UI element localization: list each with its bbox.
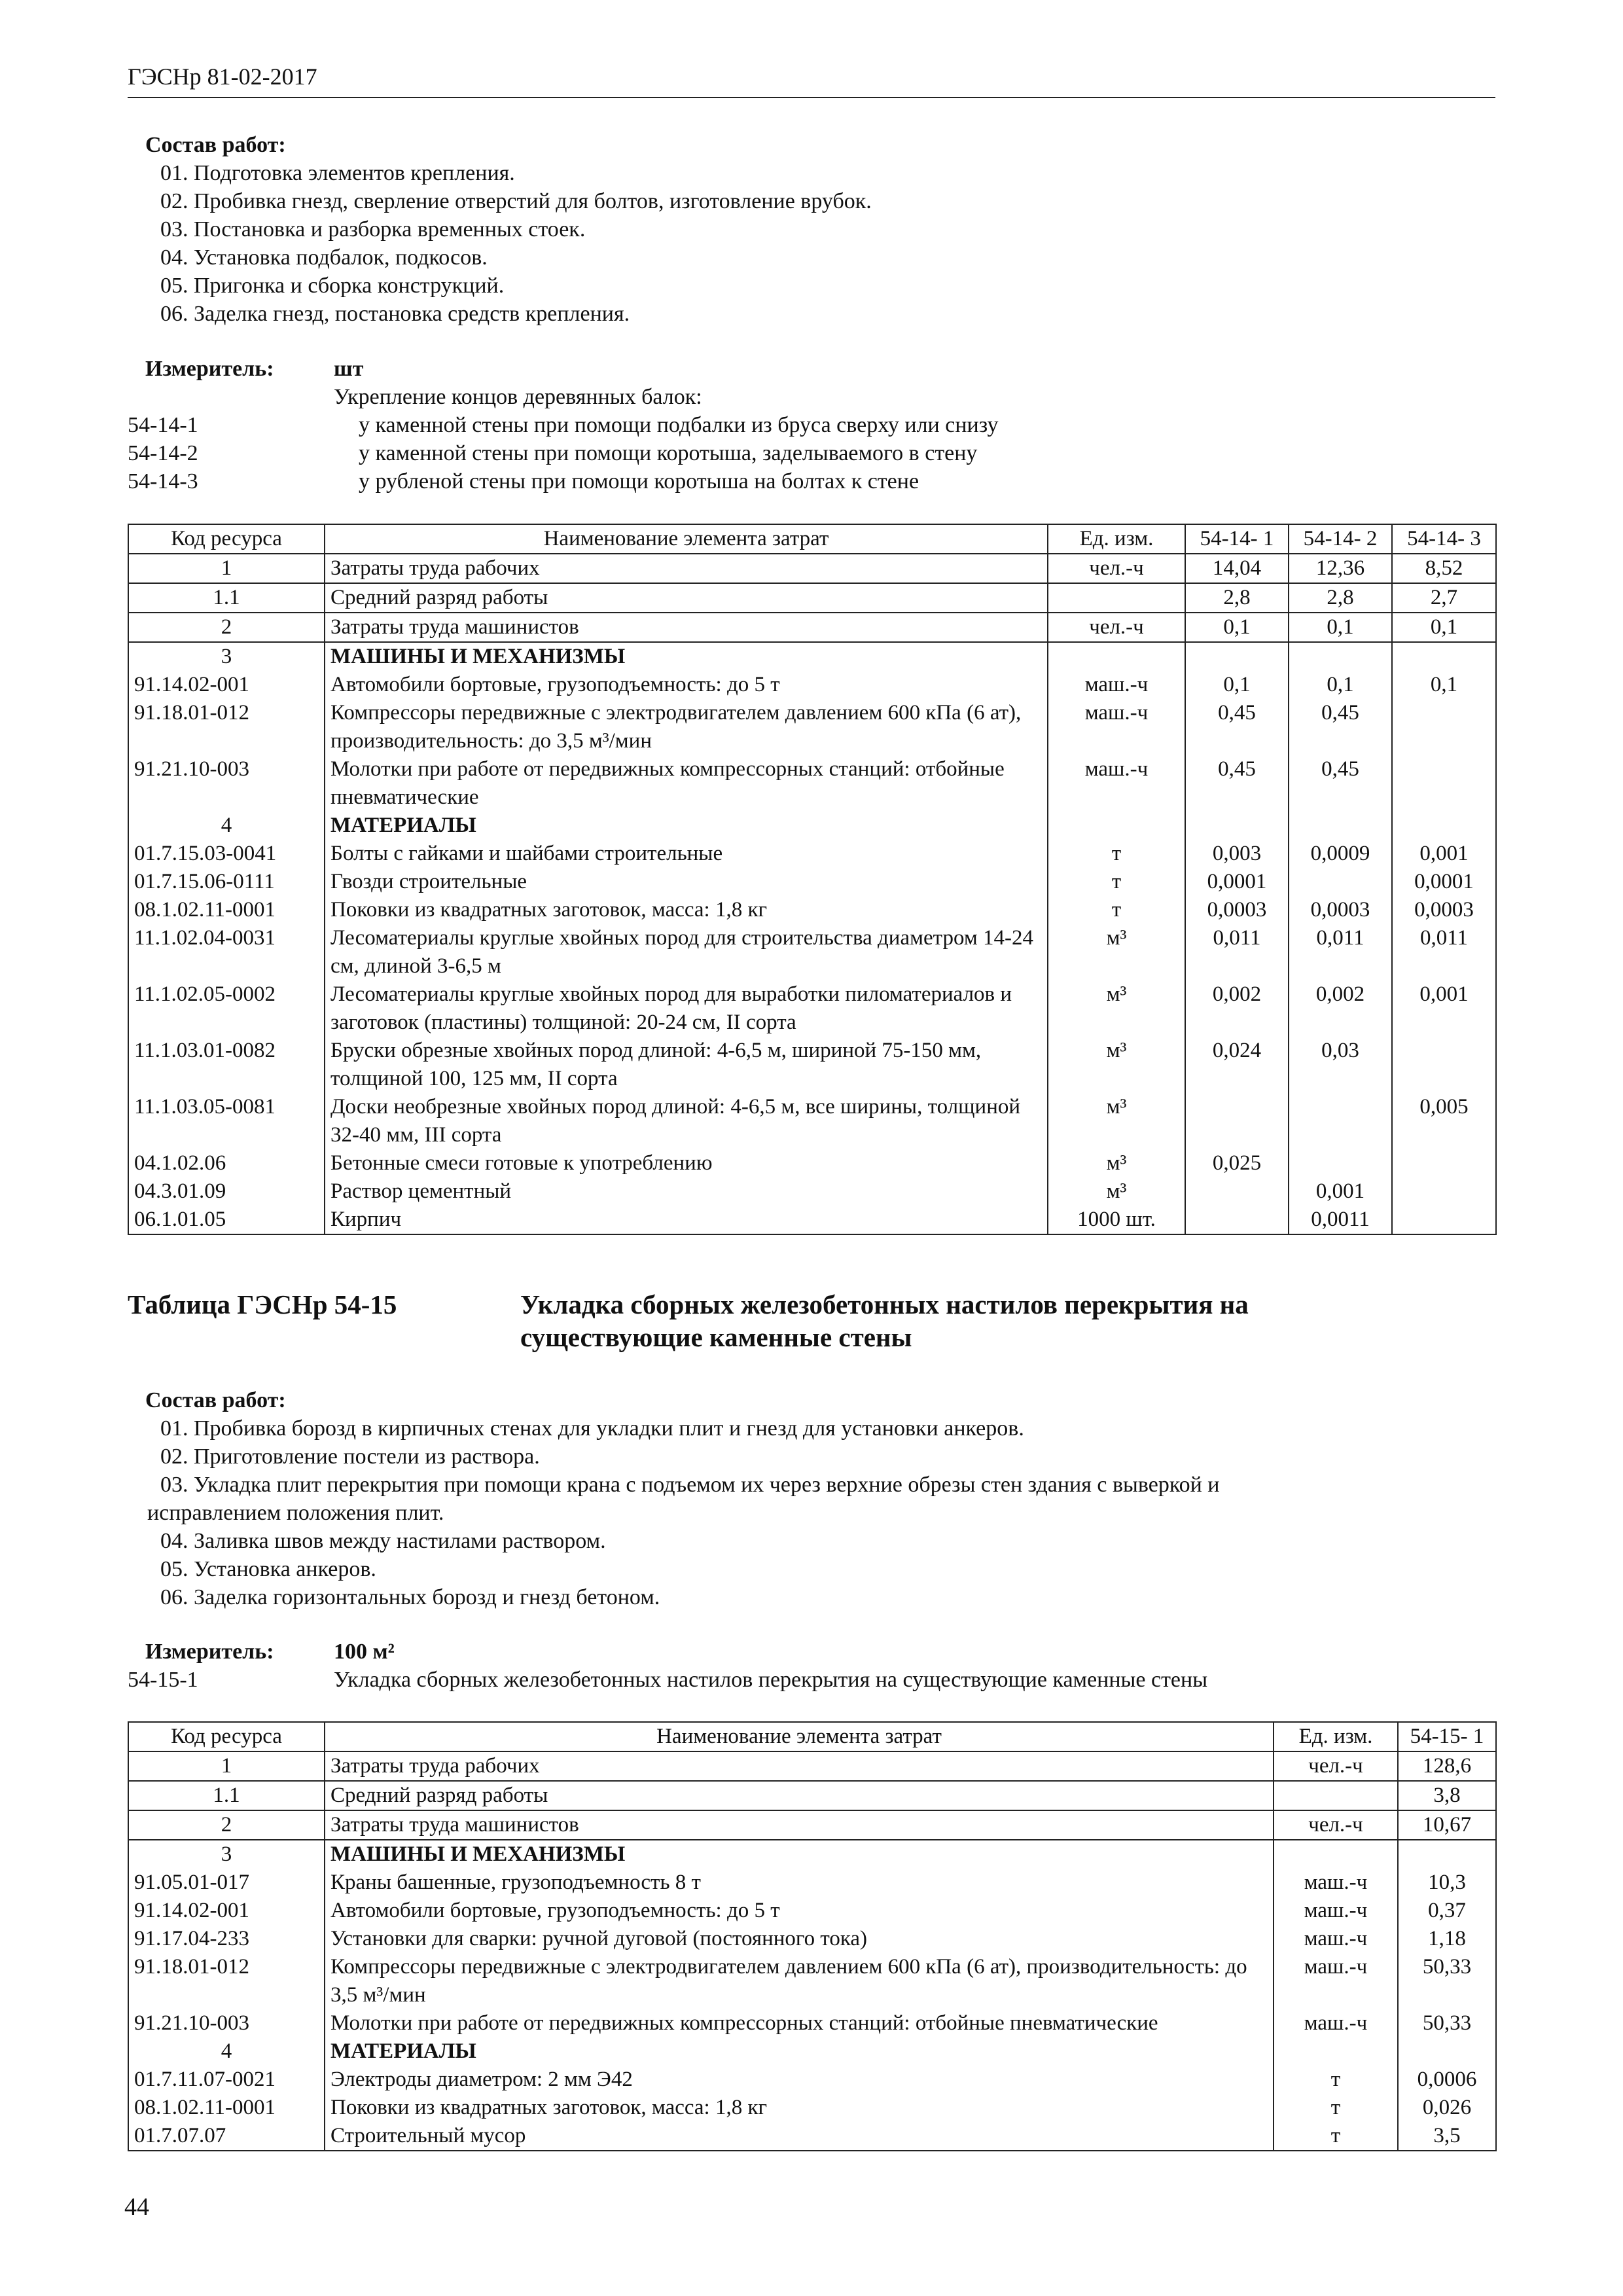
cost-element-name: Раствор цементный [325,1177,1048,1206]
resource-code: 08.1.02.11-0001 [128,896,325,924]
resource-code: 04.1.02.06 [128,1149,325,1177]
unit [1048,583,1185,613]
unit: чел.-ч [1048,554,1185,583]
value-cell [1185,812,1289,840]
resource-code: 1 [128,1751,325,1781]
resource-code: 11.1.02.04-0031 [128,924,325,980]
column-header: 54-15- 1 [1398,1722,1496,1751]
resource-code: 01.7.15.03-0041 [128,840,325,868]
value-cell: 0,1 [1289,613,1392,642]
resource-code: 91.18.01-012 [128,699,325,755]
cost-element-name: Бетонные смеси готовые к употреблению [325,1149,1048,1177]
work-item: 03. Укладка плит перекрытия при помощи крана с подъемом их через верхние обрезы стен здания с выверкой и [160,1473,1220,1497]
table-row [128,2066,1496,2094]
resource-code: 91.05.01-017 [128,1869,325,1897]
cost-element-name: Затраты труда машинистов [325,613,1048,642]
table-row [128,924,1496,980]
cost-element-name: Молотки при работе от передвижных компрессорных станций: отбойные пневматические [325,2009,1274,2037]
work-item: 01. Пробивка борозд в кирпичных стенах для укладки плит и гнезд для установки анкеров. [160,1416,1024,1441]
unit: 1000 шт. [1048,1206,1185,1234]
value-cell: 0,001 [1289,1177,1392,1206]
resource-code: 2 [128,613,325,642]
unit [1048,642,1185,671]
item-code: 54-14-2 [128,441,198,465]
header-rule [128,97,1495,98]
value-cell [1392,755,1496,812]
resource-code: 11.1.03.05-0081 [128,1093,325,1149]
cost-element-name: МАШИНЫ И МЕХАНИЗМЫ [325,1840,1274,1869]
table-row [128,868,1496,896]
cost-element-name: Автомобили бортовые, грузоподъемность: до 5 т [325,1897,1274,1925]
table-row [128,554,1496,583]
resource-code: 01.7.15.06-0111 [128,868,325,896]
item-code: 54-14-1 [128,413,198,437]
cost-element-name: Строительный мусор [325,2122,1274,2151]
resource-code: 01.7.11.07-0021 [128,2066,325,2094]
value-cell: 0,001 [1392,840,1496,868]
cost-element-name: Затраты труда машинистов [325,1810,1274,1840]
resource-code: 3 [128,642,325,671]
cost-element-name: Поковки из квадратных заготовок, масса: 1,8 кг [325,2094,1274,2122]
value-cell: 0,0003 [1392,896,1496,924]
value-cell [1289,642,1392,671]
value-cell: 0,45 [1289,699,1392,755]
column-header: Ед. изм. [1274,1722,1398,1751]
resource-code: 3 [128,1840,325,1869]
value-cell: 0,0003 [1289,896,1392,924]
column-header: Наименование элемента затрат [325,524,1048,554]
table-row [128,671,1496,699]
unit: т [1048,896,1185,924]
composition-title-2: Состав работ: [145,1388,286,1412]
work-item: 03. Постановка и разборка временных стоек. [160,217,586,242]
value-cell: 0,0003 [1185,896,1289,924]
cost-element-name: Автомобили бортовые, грузоподъемность: до 5 т [325,671,1048,699]
work-item: 06. Заделка гнезд, постановка средств крепления. [160,302,630,326]
resource-code: 91.14.02-001 [128,1897,325,1925]
cost-element-name: Электроды диаметром: 2 мм Э42 [325,2066,1274,2094]
composition-title-1: Состав работ: [145,133,286,157]
value-cell: 50,33 [1398,2009,1496,2037]
measure-value-1: шт [334,357,364,381]
column-header: Код ресурса [128,1722,325,1751]
value-cell [1392,1037,1496,1093]
unit: м³ [1048,924,1185,980]
unit: т [1048,868,1185,896]
table-label-54-15: Таблица ГЭСНр 54-15 [128,1289,397,1319]
value-cell: 0,0011 [1289,1206,1392,1234]
value-cell: 0,003 [1185,840,1289,868]
unit: чел.-ч [1274,1810,1398,1840]
table-row [128,1781,1496,1810]
value-cell [1289,1093,1392,1149]
resource-code: 01.7.07.07 [128,2122,325,2151]
unit: маш.-ч [1274,1925,1398,1953]
measure-label-2: Измеритель: [145,1640,274,1664]
work-item: исправлением положения плит. [147,1501,444,1525]
table-row [128,1037,1496,1093]
value-cell: 0,37 [1398,1897,1496,1925]
page-number: 44 [124,2193,149,2221]
value-cell [1289,1149,1392,1177]
table-row [128,1149,1496,1177]
resource-code: 91.14.02-001 [128,671,325,699]
value-cell [1289,812,1392,840]
measure-label-1: Измеритель: [145,357,274,381]
resource-code: 2 [128,1810,325,1840]
table-row [128,2037,1496,2066]
value-cell: 12,36 [1289,554,1392,583]
table-row [128,1206,1496,1234]
work-item: 04. Установка подбалок, подкосов. [160,245,488,270]
column-header: Код ресурса [128,524,325,554]
work-item: 02. Приготовление постели из раствора. [160,1444,540,1469]
table-row [128,613,1496,642]
cost-element-name: МАТЕРИАЛЫ [325,2037,1274,2066]
item-text-54-15-1: Укладка сборных железобетонных настилов перекрытия на существующие каменные стены [334,1668,1208,1692]
table-row [128,1925,1496,1953]
value-cell: 0,45 [1185,755,1289,812]
value-cell: 0,1 [1185,671,1289,699]
value-cell: 0,011 [1289,924,1392,980]
resource-code: 11.1.02.05-0002 [128,980,325,1037]
work-item: 05. Пригонка и сборка конструкций. [160,274,505,298]
value-cell [1392,812,1496,840]
resource-code: 08.1.02.11-0001 [128,2094,325,2122]
unit [1048,812,1185,840]
table-row [128,896,1496,924]
item-text: у каменной стены при помощи коротыша, заделываемого в стену [359,441,978,465]
resource-code: 04.3.01.09 [128,1177,325,1206]
value-cell: 0,002 [1289,980,1392,1037]
cost-element-name: Лесоматериалы круглые хвойных пород для выработки пиломатериалов и заготовок (пластины) толщиной: 20-24 см, II сорта [325,980,1048,1037]
value-cell [1185,1206,1289,1234]
value-cell: 10,67 [1398,1810,1496,1840]
cost-element-name: Краны башенные, грузоподъемность 8 т [325,1869,1274,1897]
resource-code: 1.1 [128,1781,325,1810]
document-code: ГЭСНр 81-02-2017 [128,63,317,90]
unit: м³ [1048,1149,1185,1177]
value-cell: 0,002 [1185,980,1289,1037]
unit: м³ [1048,1177,1185,1206]
unit: маш.-ч [1048,755,1185,812]
value-cell: 0,001 [1392,980,1496,1037]
value-cell [1185,1093,1289,1149]
table-row [128,1093,1496,1149]
unit: маш.-ч [1274,1897,1398,1925]
table-row [128,1810,1496,1840]
column-header: Ед. изм. [1048,524,1185,554]
value-cell: 2,7 [1392,583,1496,613]
table-row [128,755,1496,812]
value-cell: 8,52 [1392,554,1496,583]
table-row [128,2094,1496,2122]
value-cell [1185,1177,1289,1206]
table-row [128,583,1496,613]
unit: т [1274,2094,1398,2122]
value-cell [1185,642,1289,671]
value-cell: 0,1 [1185,613,1289,642]
cost-element-name: Гвозди строительные [325,868,1048,896]
value-cell [1392,642,1496,671]
value-cell: 0,026 [1398,2094,1496,2122]
unit: чел.-ч [1048,613,1185,642]
cost-element-name: Затраты труда рабочих [325,554,1048,583]
resource-table-54-14 [128,524,1497,1235]
unit [1274,1840,1398,1869]
item-text: у рубленой стены при помощи коротыша на болтах к стене [359,469,919,493]
value-cell [1392,699,1496,755]
resource-code: 4 [128,812,325,840]
cost-element-name: МАТЕРИАЛЫ [325,812,1048,840]
work-item: 05. Установка анкеров. [160,1557,376,1581]
table-row [128,2009,1496,2037]
value-cell: 0,011 [1185,924,1289,980]
value-cell: 0,0001 [1392,868,1496,896]
value-cell: 3,8 [1398,1781,1496,1810]
cost-element-name: Доски необрезные хвойных пород длиной: 4-6,5 м, все ширины, толщиной 32-40 мм, III сорта [325,1093,1048,1149]
unit: маш.-ч [1048,671,1185,699]
table-row [128,1840,1496,1869]
resource-code: 91.21.10-003 [128,2009,325,2037]
unit: м³ [1048,980,1185,1037]
value-cell: 3,5 [1398,2122,1496,2151]
unit [1274,2037,1398,2066]
unit: т [1048,840,1185,868]
cost-element-name: Болты с гайками и шайбами строительные [325,840,1048,868]
value-cell [1392,1149,1496,1177]
value-cell: 0,011 [1392,924,1496,980]
cost-element-name: Затраты труда рабочих [325,1751,1274,1781]
value-cell [1289,868,1392,896]
table-row [128,980,1496,1037]
cost-element-name: Компрессоры передвижные с электродвигателем давлением 600 кПа (6 ат), производительность: до 3,5 м³/мин [325,699,1048,755]
column-header: Наименование элемента затрат [325,1722,1274,1751]
value-cell [1398,2037,1496,2066]
unit: маш.-ч [1274,1869,1398,1897]
value-cell: 2,8 [1185,583,1289,613]
value-cell: 1,18 [1398,1925,1496,1953]
resource-code: 91.17.04-233 [128,1925,325,1953]
item-code-54-15-1: 54-15-1 [128,1668,198,1692]
value-cell: 10,3 [1398,1869,1496,1897]
table-row [128,840,1496,868]
table-row [128,2122,1496,2151]
measure-value-2: 100 м² [334,1640,395,1664]
resource-code: 06.1.01.05 [128,1206,325,1234]
value-cell: 0,1 [1392,613,1496,642]
cost-element-name: Молотки при работе от передвижных компрессорных станций: отбойные пневматические [325,755,1048,812]
column-header: 54-14- 1 [1185,524,1289,554]
value-cell: 0,024 [1185,1037,1289,1093]
value-cell: 128,6 [1398,1751,1496,1781]
cost-element-name: Средний разряд работы [325,1781,1274,1810]
work-item: 02. Пробивка гнезд, сверление отверстий для болтов, изготовление врубок. [160,189,872,213]
table-row [128,1869,1496,1897]
resource-code: 4 [128,2037,325,2066]
table-title-line1: Укладка сборных железобетонных настилов перекрытия на [520,1289,1249,1319]
value-cell: 0,45 [1185,699,1289,755]
table-row [128,699,1496,755]
work-item: 06. Заделка горизонтальных борозд и гнезд бетоном. [160,1585,660,1609]
unit: м³ [1048,1037,1185,1093]
cost-element-name: Лесоматериалы круглые хвойных пород для строительства диаметром 14-24 см, длиной 3-6,5 м [325,924,1048,980]
unit [1274,1781,1398,1810]
unit: маш.-ч [1048,699,1185,755]
table-row [128,1897,1496,1925]
group-title-1: Укрепление концов деревянных балок: [334,385,702,409]
resource-code: 91.21.10-003 [128,755,325,812]
resource-code: 1 [128,554,325,583]
value-cell: 0,005 [1392,1093,1496,1149]
cost-element-name: МАШИНЫ И МЕХАНИЗМЫ [325,642,1048,671]
unit: маш.-ч [1274,2009,1398,2037]
value-cell: 0,1 [1392,671,1496,699]
cost-element-name: Компрессоры передвижные с электродвигателем давлением 600 кПа (6 ат), производительность: до 3,5 м³/мин [325,1953,1274,2009]
value-cell: 0,45 [1289,755,1392,812]
value-cell: 0,025 [1185,1149,1289,1177]
cost-element-name: Кирпич [325,1206,1048,1234]
unit: м³ [1048,1093,1185,1149]
value-cell: 0,1 [1289,671,1392,699]
resource-table-54-15 [128,1721,1497,2151]
work-item: 04. Заливка швов между настилами раствором. [160,1529,606,1553]
cost-element-name: Поковки из квадратных заготовок, масса: 1,8 кг [325,896,1048,924]
unit: чел.-ч [1274,1751,1398,1781]
item-text: у каменной стены при помощи подбалки из бруса сверху или снизу [359,413,999,437]
cost-element-name: Бруски обрезные хвойных пород длиной: 4-6,5 м, шириной 75-150 мм, толщиной 100, 125 мм, II сорта [325,1037,1048,1093]
column-header: 54-14- 3 [1392,524,1496,554]
value-cell [1392,1206,1496,1234]
table-row [128,1953,1496,2009]
value-cell: 0,03 [1289,1037,1392,1093]
table-row [128,1751,1496,1781]
unit: т [1274,2066,1398,2094]
column-header: 54-14- 2 [1289,524,1392,554]
value-cell [1398,1840,1496,1869]
item-code: 54-14-3 [128,469,198,493]
table-row [128,1177,1496,1206]
value-cell: 0,0006 [1398,2066,1496,2094]
value-cell: 2,8 [1289,583,1392,613]
cost-element-name: Средний разряд работы [325,583,1048,613]
cost-element-name: Установки для сварки: ручной дуговой (постоянного тока) [325,1925,1274,1953]
work-item: 01. Подготовка элементов крепления. [160,161,515,185]
resource-code: 91.18.01-012 [128,1953,325,2009]
value-cell [1392,1177,1496,1206]
value-cell: 50,33 [1398,1953,1496,2009]
resource-code: 1.1 [128,583,325,613]
table-title-line2: существующие каменные стены [520,1322,912,1352]
value-cell: 14,04 [1185,554,1289,583]
resource-code: 11.1.03.01-0082 [128,1037,325,1093]
table-row [128,642,1496,671]
value-cell: 0,0009 [1289,840,1392,868]
value-cell: 0,0001 [1185,868,1289,896]
unit: т [1274,2122,1398,2151]
unit: маш.-ч [1274,1953,1398,2009]
table-row [128,812,1496,840]
